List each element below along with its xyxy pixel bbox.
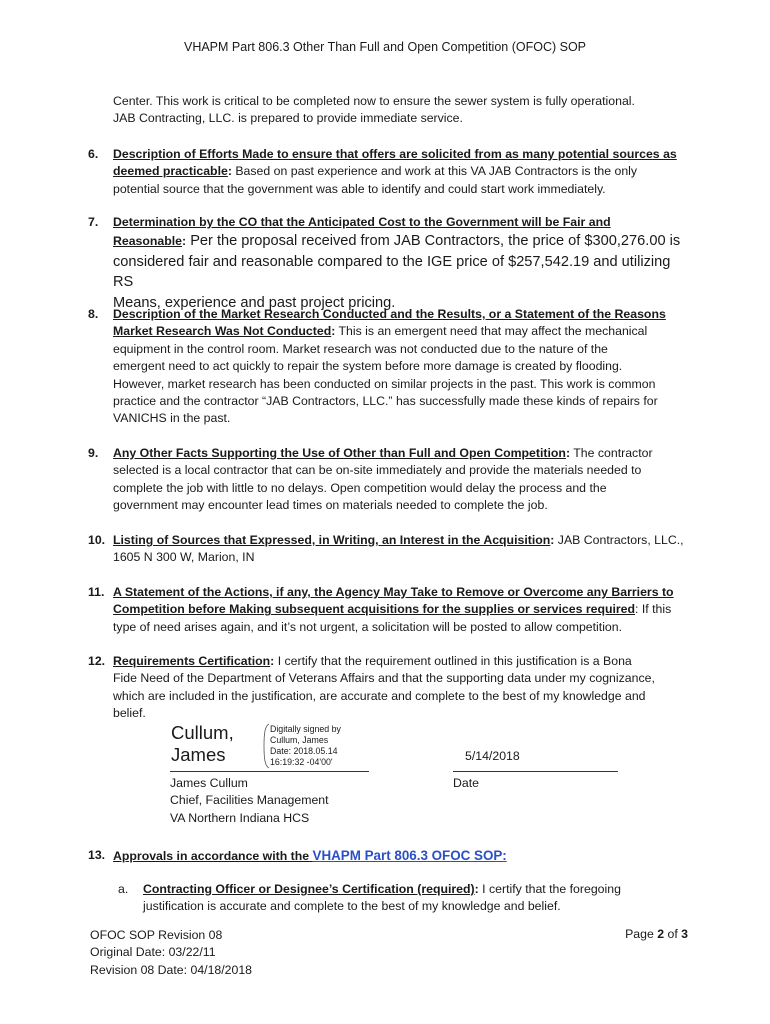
date-label: Date	[453, 776, 479, 790]
item-heading: Competition before Making subsequent acquisitions for the supplies or services required	[113, 602, 636, 617]
item-text: Fide Need of the Department of Veterans Affairs and that the supporting data under my cognizance,	[113, 671, 655, 686]
item-text: However, market research has been conducted on similar projects in the past. This work is common	[113, 376, 656, 391]
item-9: 9. Any Other Facts Supporting the Use of Other than Full and Open Competition: The contractor selected is a local contractor that can be on-site immediately and provide the materials needed to complete the job with little to no delays. Open competition would delay the process and the government may encounter lead times on materials needed to complete the job.	[88, 445, 688, 515]
item-10: 10. Listing of Sources that Expressed, in Writing, an Interest in the Acquisition: JAB Contractors, LLC., 1605 N 300 W, Marion, IN	[88, 532, 688, 567]
item-text: This is an emergent need that may affect the mechanical	[335, 324, 648, 339]
item-number: 9.	[88, 446, 99, 460]
item-text: Per the proposal received from JAB Contractors, the price of $300,276.00 is	[186, 233, 681, 250]
item-7: 7. Determination by the CO that the Anticipated Cost to the Government will be Fair and Reasonable: Per the proposal received from JAB Contractors, the price of $300,276.00 is considered fair and reasonable compared to the IGE price of $257,542.19 and utilizing RS Means, experience and past project pricing.	[88, 214, 688, 313]
item-6: 6. Description of Efforts Made to ensure that offers are solicited from as many potential sources as deemed practicable: Based on past experience and work at this VA JAB Contractors is the only potential source that the government was able to identify and could start work immediately.	[88, 146, 688, 198]
signature-line	[170, 771, 369, 772]
signer-info: James Cullum Chief, Facilities Management VA Northern Indiana HCS	[170, 776, 329, 825]
item-heading: Description of Efforts Made to ensure that offers are solicited from as many potential sources as	[113, 147, 677, 161]
item-heading: Requirements Certification	[113, 654, 271, 668]
item-number: 12.	[88, 654, 106, 668]
item-text: selected is a local contractor that can be on-site immediately and provide the materials needed to	[113, 463, 642, 478]
item-text: I certify that the requirement outlined in this justification is a Bona	[274, 654, 632, 668]
signature-details: Digitally signed by Cullum, James Date: 2018.05.14 16:19:32 -04'00'	[270, 724, 341, 767]
page-header: VHAPM Part 806.3 Other Than Full and Open Competition (OFOC) SOP	[183, 40, 587, 54]
item-text: type of need arises again, and it’s not urgent, a solicitation will be posted to allow competition.	[113, 619, 623, 634]
item-text: government may encounter lead times on materials needed to complete the job.	[113, 498, 548, 513]
item-heading: Description of the Market Research Conducted and the Results, or a Statement of the Reasons	[113, 307, 666, 321]
item-number: 8.	[88, 307, 99, 321]
continuation-line: JAB Contracting, LLC. is prepared to provide immediate service.	[113, 111, 463, 126]
item-text: potential source that the government was able to identify and could start work immediately.	[113, 181, 606, 196]
item-text: justification is accurate and complete to the best of my knowledge and belief.	[143, 899, 561, 914]
item-12: 12. Requirements Certification: I certify that the requirement outlined in this justification is a Bona Fide Need of the Department of Veterans Affairs and that the supporting data under my cognizance, which are included in the justification, are accurate and complete to the best of my knowledge and belief.	[88, 653, 688, 723]
page-footer	[90, 927, 252, 979]
revision-date: Revision 08 Date: 04/18/2018	[90, 962, 253, 977]
item-heading: Reasonable	[113, 234, 183, 249]
item-text: If this	[638, 602, 672, 617]
item-heading: Approvals in accordance with the	[113, 849, 313, 863]
item-13	[88, 847, 688, 865]
item-text: VANICHS in the past.	[113, 411, 231, 426]
item-text: practice and the contractor “JAB Contractors, LLC.” has successfully made these kinds of repairs for	[113, 394, 658, 409]
item-text: emergent need to act quickly to repair the system before more damage is created by flooding.	[113, 359, 623, 374]
item-text: equipment in the control room. Market research was not conducted due to the nature of the	[113, 341, 608, 356]
item-heading: Listing of Sources that Expressed, in Writing, an Interest in the Acquisition	[113, 533, 551, 547]
item-8: 8. Description of the Market Research Conducted and the Results, or a Statement of the Reasons Market Research Was Not Conducted: This is an emergent need that may affect the mechanical equipment in the control room. Market research was not conducted due to the nature of the emergent need to act quickly to repair the system before more damage is created by flooding. However, market research has been conducted on similar projects in the past. This work is common practice and the contractor “JAB Contractors, LLC.” has successfully made these kinds of repairs for VANICHS in the past.	[88, 306, 688, 428]
continuation-paragraph	[88, 93, 688, 128]
signature-date: 5/14/2018	[465, 749, 520, 763]
item-number: 11.	[88, 585, 105, 599]
item-number: 13.	[88, 848, 106, 862]
item-number: 7.	[88, 215, 99, 229]
original-date: Original Date: 03/22/11	[90, 945, 216, 960]
item-text: JAB Contractors, LLC.,	[554, 533, 684, 547]
sop-link[interactable]: VHAPM Part 806.3 OFOC SOP:	[312, 848, 507, 863]
item-text: 1605 N 300 W, Marion, IN	[113, 550, 255, 565]
item-text: which are included in the justification, are accurate and complete to the best of my knowledge and	[113, 688, 646, 703]
item-number: 6.	[88, 147, 99, 161]
item-heading: A Statement of the Actions, if any, the Agency May Take to Remove or Overcome any Barriers to	[113, 585, 674, 599]
page-number: Page 2 of 3	[625, 927, 688, 941]
item-13a: a. Contracting Officer or Designee’s Certification (required): I certify that the foregoing justification is accurate and complete to the best of my knowledge and belief.	[118, 881, 688, 916]
item-number: 10.	[88, 533, 106, 547]
item-heading: Contracting Officer or Designee’s Certification (required)	[143, 882, 475, 896]
item-text: Means, experience and past project pricing.	[113, 294, 396, 311]
item-text: I certify that the foregoing	[478, 882, 621, 896]
item-heading: Market Research Was Not Conducted	[113, 324, 332, 339]
item-text: complete the job with little to no delays. Open competition would delay the process and the	[113, 480, 607, 495]
revision-label: OFOC SOP Revision 08	[90, 928, 223, 942]
item-text: considered fair and reasonable compared to the IGE price of $257,542.19 and utilizing RS	[113, 253, 671, 291]
item-text: Based on past experience and work at this VA JAB Contractors is the only	[231, 164, 638, 179]
continuation-line: Center. This work is critical to be completed now to ensure the sewer system is fully operational.	[113, 94, 635, 108]
item-text: belief.	[113, 706, 146, 721]
item-text: The contractor	[570, 446, 653, 460]
signature-name: Cullum, James	[171, 722, 234, 765]
item-11: 11. A Statement of the Actions, if any, the Agency May Take to Remove or Overcome any Barriers to Competition before Making subsequent acquisitions for the supplies or services required: If this type of need arises again, and it’s not urgent, a solicitation will be posted to allow competition.	[88, 584, 688, 636]
item-heading: Determination by the CO that the Anticipated Cost to the Government will be Fair and	[113, 215, 611, 229]
item-heading: deemed practicable	[113, 164, 228, 179]
item-heading: Any Other Facts Supporting the Use of Other than Full and Open Competition	[113, 446, 566, 460]
item-number: a.	[118, 882, 129, 896]
date-line	[453, 771, 618, 772]
signature-bracket-icon	[262, 723, 270, 769]
